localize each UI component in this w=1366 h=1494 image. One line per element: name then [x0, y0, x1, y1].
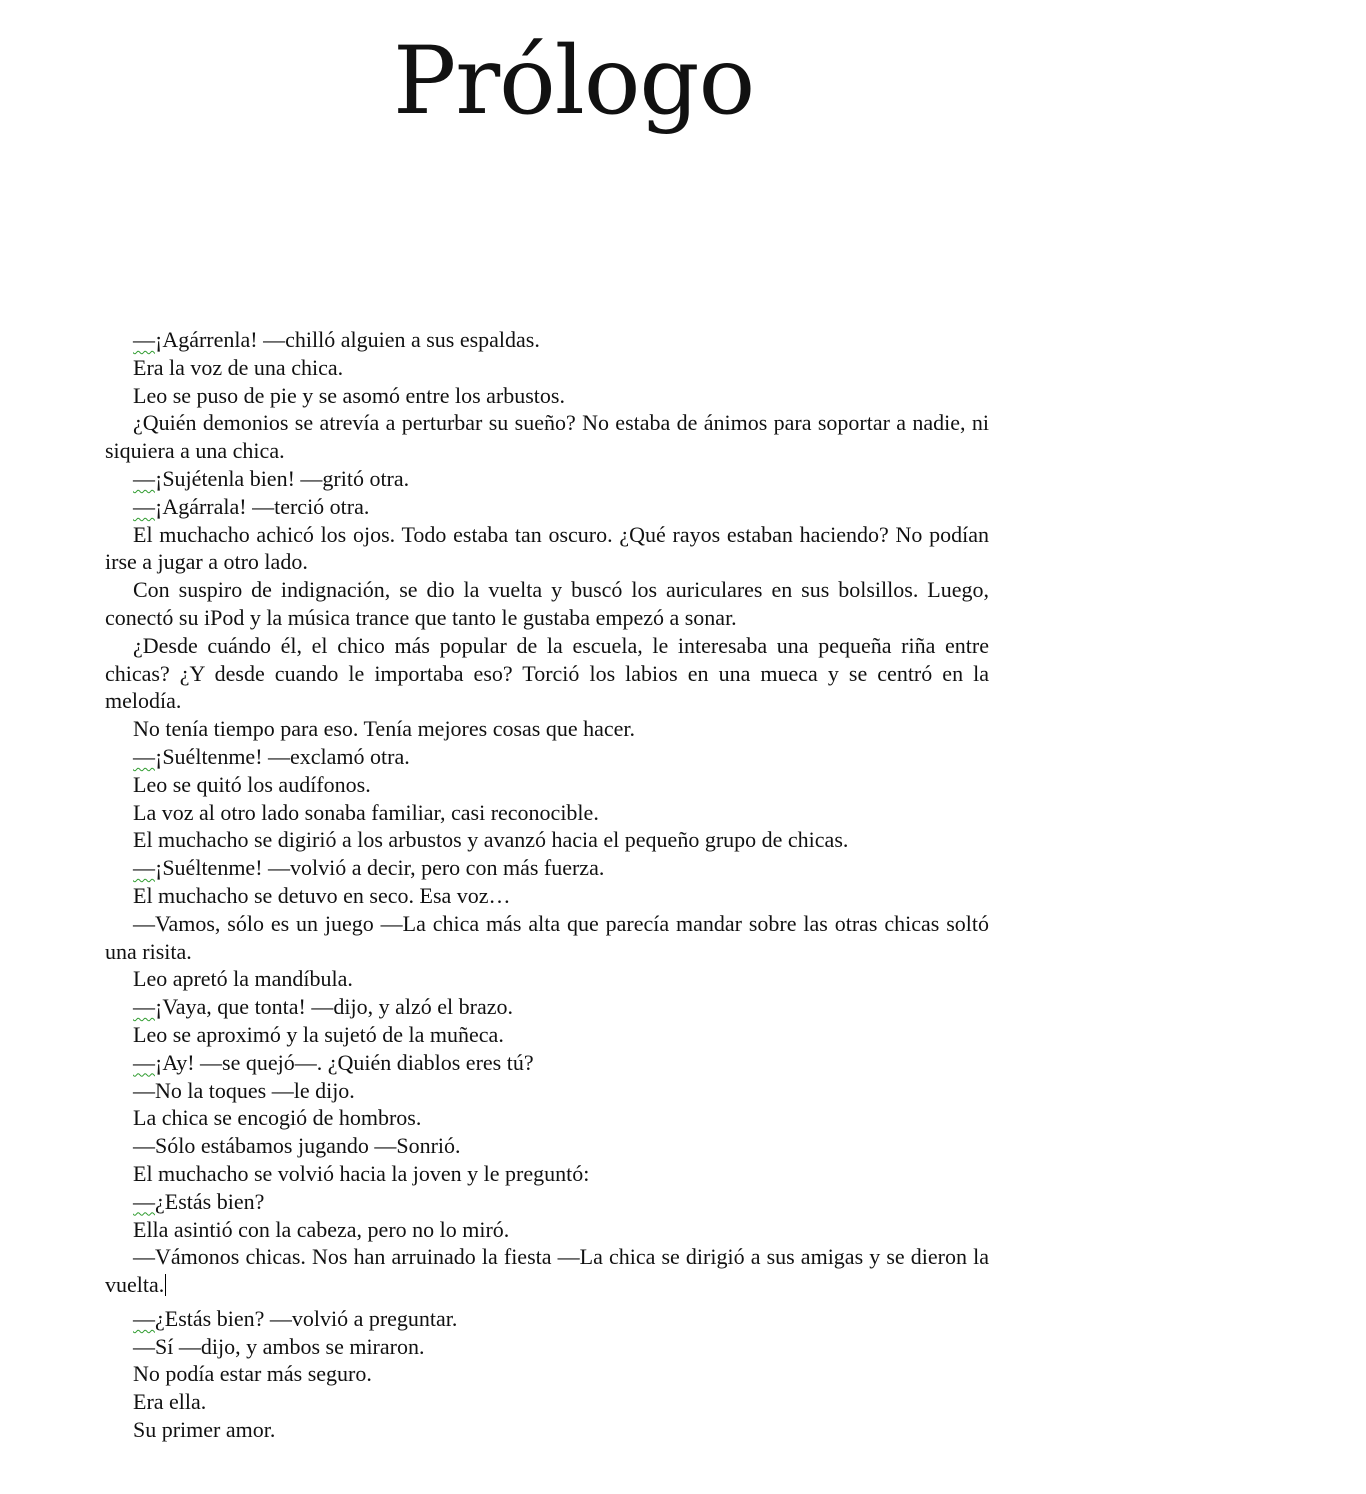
paragraph-text: ¡Agárrenla! —chilló alguien a sus espaldas.	[155, 327, 540, 352]
paragraph-text: —Sí —dijo, y ambos se miraron.	[133, 1333, 425, 1359]
paragraph-text: Leo se aproximó y la sujetó de la muñeca.	[133, 1021, 504, 1047]
chapter-title: Prólogo	[393, 27, 755, 136]
paragraph	[105, 854, 989, 882]
paragraph-text: ¿Quién demonios se atrevía a perturbar su sueño? No estaba de ánimos para soportar a nadie, ni siquiera a una chica.	[105, 410, 989, 464]
spellcheck-dash: —	[133, 994, 155, 1020]
paragraph-text: ¡Suéltenme! —exclamó otra.	[155, 743, 410, 769]
paragraph	[105, 1388, 989, 1416]
paragraph-text: ¡Ay! —se quejó—. ¿Quién diablos eres tú?	[155, 1049, 534, 1075]
paragraph	[105, 1021, 989, 1049]
spellcheck-dash: —	[133, 743, 155, 769]
paragraph	[105, 1216, 989, 1244]
paragraph	[105, 1188, 989, 1216]
paragraph-text: La voz al otro lado sonaba familiar, casi reconocible.	[133, 799, 599, 825]
paragraph-text: Leo apretó la mandíbula.	[133, 966, 353, 992]
spellcheck-dash: —	[133, 1049, 155, 1075]
paragraph	[105, 1416, 989, 1444]
spellcheck-dash: —	[133, 493, 155, 519]
paragraph	[105, 1243, 989, 1299]
paragraph	[105, 826, 989, 854]
paragraph-text: ¡Vaya, que tonta! —dijo, y alzó el brazo.	[155, 994, 513, 1020]
paragraph-text: —No la toques —le dijo.	[133, 1077, 355, 1103]
paragraph	[105, 1305, 989, 1333]
paragraph-text: El muchacho se detuvo en seco. Esa voz…	[133, 882, 511, 908]
spellcheck-dash: —	[133, 855, 155, 881]
paragraph-text: —Vámonos chicas. Nos han arruinado la fiesta —La chica se dirigió a sus amigas y se dieron la vuelta.	[105, 1244, 989, 1298]
document-body[interactable]	[105, 326, 989, 1444]
paragraph	[105, 465, 989, 493]
paragraph	[105, 1360, 989, 1388]
paragraph	[105, 1333, 989, 1361]
paragraph	[105, 1132, 989, 1160]
paragraph-text: Leo se puso de pie y se asomó entre los arbustos.	[133, 382, 565, 408]
paragraph	[105, 326, 989, 354]
paragraph-text: El muchacho achicó los ojos. Todo estaba tan oscuro. ¿Qué rayos estaban haciendo? No podían irse a jugar a otro lado.	[105, 521, 989, 575]
paragraph-text: El muchacho se digirió a los arbustos y avanzó hacia el pequeño grupo de chicas.	[133, 827, 849, 853]
paragraph	[105, 993, 989, 1021]
paragraph	[105, 882, 989, 910]
paragraph-text: Era ella.	[133, 1389, 207, 1415]
paragraph-text: ¡Suéltenme! —volvió a decir, pero con más fuerza.	[155, 855, 605, 881]
spellcheck-dash: —	[133, 327, 155, 352]
paragraph-text: No podía estar más seguro.	[133, 1361, 372, 1387]
paragraph-text: La chica se encogió de hombros.	[133, 1105, 422, 1131]
paragraph-text: ¡Agárrala! —terció otra.	[155, 493, 370, 519]
paragraph	[105, 632, 989, 715]
paragraph	[105, 965, 989, 993]
paragraph	[105, 799, 989, 827]
paragraph-text: —Vamos, sólo es un juego —La chica más alta que parecía mandar sobre las otras chicas soltó una risita.	[105, 910, 989, 964]
paragraph	[105, 771, 989, 799]
paragraph-text: ¿Estás bien? —volvió a preguntar.	[155, 1305, 458, 1331]
paragraph	[105, 715, 989, 743]
paragraph-text: —Sólo estábamos jugando —Sonrió.	[133, 1133, 461, 1159]
paragraph-text: ¡Sujétenla bien! —gritó otra.	[155, 465, 410, 491]
paragraph-text: No tenía tiempo para eso. Tenía mejores cosas que hacer.	[133, 716, 636, 742]
paragraph-text: ¿Estás bien?	[155, 1188, 265, 1214]
paragraph	[105, 576, 989, 632]
text-cursor	[165, 1274, 166, 1296]
paragraph	[105, 382, 989, 410]
paragraph-text: El muchacho se volvió hacia la joven y le preguntó:	[133, 1160, 590, 1186]
spellcheck-dash: —	[133, 465, 155, 491]
paragraph	[105, 354, 989, 382]
paragraph	[105, 1160, 989, 1188]
spellcheck-dash: —	[133, 1305, 155, 1331]
paragraph	[105, 1049, 989, 1077]
spellcheck-dash: —	[133, 1188, 155, 1214]
paragraph-text: Su primer amor.	[133, 1417, 276, 1443]
paragraph	[105, 910, 989, 966]
paragraph	[105, 493, 989, 521]
paragraph	[105, 521, 989, 577]
paragraph-text: Ella asintió con la cabeza, pero no lo miró.	[133, 1216, 510, 1242]
paragraph	[105, 1077, 989, 1105]
paragraph-text: ¿Desde cuándo él, el chico más popular de la escuela, le interesaba una pequeña riña entre chicas? ¿Y desde cuando le importaba eso? Torció los labios en una mueca y se centró en la melodía.	[105, 632, 989, 714]
paragraph	[105, 409, 989, 465]
paragraph	[105, 1104, 989, 1132]
paragraph-text: Leo se quitó los audífonos.	[133, 771, 371, 797]
paragraph-text: Era la voz de una chica.	[133, 354, 344, 380]
paragraph-text: Con suspiro de indignación, se dio la vuelta y buscó los auriculares en sus bolsillos. Luego, conectó su iPod y la música trance que tanto le gustaba empezó a sonar.	[105, 577, 989, 630]
paragraph	[105, 743, 989, 771]
